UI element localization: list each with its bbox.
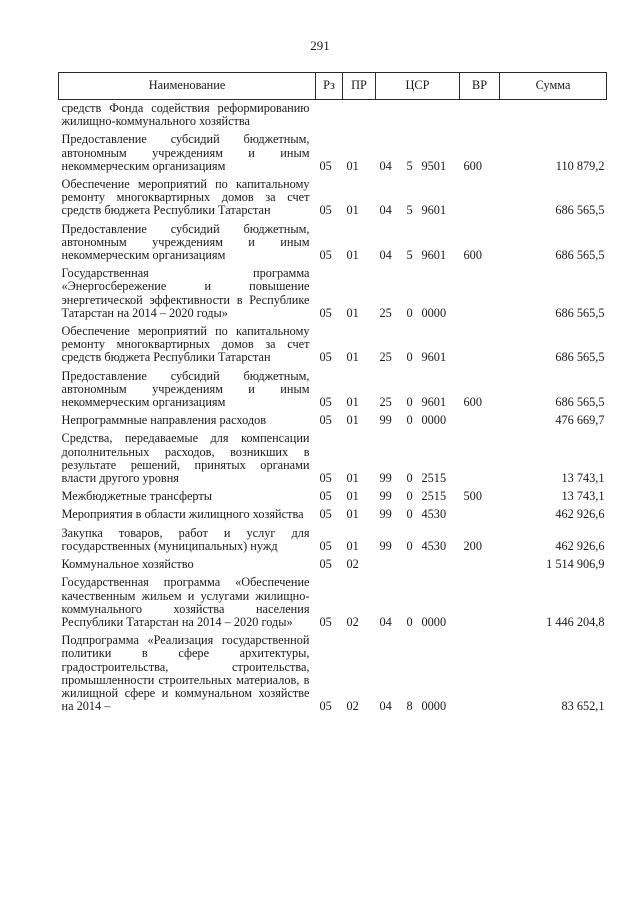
row-rz: 05 (319, 248, 332, 263)
row-vr (460, 173, 500, 218)
row-name: Обеспечение мероприятий по капитальному ремонту многоквартирных домов за счет средств бюджета Республики Татарстан (61, 324, 310, 365)
row-csr-subprogram: 0 (406, 614, 413, 629)
budget-table (58, 72, 607, 713)
row-csr-subprogram: 5 (406, 248, 413, 263)
row-rz: 05 (319, 413, 332, 428)
header-pr: ПР (343, 73, 376, 100)
table-row (59, 409, 607, 427)
row-csr-program: 04 (379, 699, 392, 714)
table-row (59, 522, 607, 553)
row-csr-program: 99 (379, 413, 392, 428)
row-sum: 462 926,6 (555, 538, 605, 553)
row-csr-program: 04 (379, 158, 392, 173)
table-row (59, 503, 607, 521)
row-name: Мероприятия в области жилищного хозяйства (61, 507, 304, 522)
row-rz: 05 (319, 699, 332, 714)
row-csr-subprogram: 0 (406, 413, 413, 428)
row-rz: 05 (319, 538, 332, 553)
row-csr-direction: 0000 (421, 699, 447, 714)
row-csr-subprogram: 5 (406, 203, 413, 218)
table-row (59, 218, 607, 263)
row-csr-subprogram: 0 (406, 350, 413, 365)
header-csr: ЦСР (376, 73, 460, 100)
row-name: Закупка товаров, работ и услуг для государственных (муниципальных) нужд (61, 525, 310, 553)
row-csr-program: 99 (379, 507, 392, 522)
table-row (59, 427, 607, 485)
row-pr: 01 (346, 158, 359, 173)
row-sum: 476 669,7 (555, 413, 605, 428)
table-row (59, 629, 607, 713)
header-rz: Рз (316, 73, 343, 100)
row-rz: 05 (319, 557, 332, 572)
row-sum: 686 565,5 (555, 248, 605, 263)
row-csr-subprogram (403, 553, 418, 571)
row-vr: 200 (463, 538, 482, 553)
header-sum: Сумма (500, 73, 607, 100)
row-pr (343, 100, 376, 129)
row-csr-direction: 9601 (421, 248, 447, 263)
row-csr-direction: 0000 (421, 614, 447, 629)
row-csr-direction: 9501 (421, 158, 447, 173)
row-csr-program: 99 (379, 471, 392, 486)
row-sum: 1 514 906,9 (546, 557, 605, 572)
row-csr-direction: 0000 (421, 305, 447, 320)
row-csr-direction: 0000 (421, 413, 447, 428)
row-pr: 01 (346, 471, 359, 486)
row-name: Непрограммные направления расходов (61, 413, 267, 428)
row-vr (460, 503, 500, 521)
row-name: средств Фонда содействия реформированию жилищно-коммунального хозяйства (61, 101, 310, 129)
row-rz: 05 (319, 489, 332, 504)
row-csr-direction (418, 553, 460, 571)
row-csr-subprogram: 0 (406, 395, 413, 410)
row-pr: 01 (346, 305, 359, 320)
row-csr-direction: 2515 (421, 489, 447, 504)
row-csr-direction: 9601 (421, 395, 447, 410)
row-sum: 1 446 204,8 (546, 614, 605, 629)
row-csr-program (376, 100, 403, 129)
header-vr: ВР (460, 73, 500, 100)
row-sum: 83 652,1 (561, 699, 605, 714)
row-name: Предоставление субсидий бюджетным, автономным учреждениям и иным некоммерческим организациям (61, 368, 310, 410)
row-csr-program: 04 (379, 248, 392, 263)
row-sum: 462 926,6 (555, 507, 605, 522)
row-pr: 01 (346, 507, 359, 522)
row-name: Обеспечение мероприятий по капитальному ремонту многоквартирных домов за счет средств бюджета Республики Татарстан (61, 177, 310, 218)
row-rz: 05 (319, 305, 332, 320)
row-pr: 02 (346, 614, 359, 629)
row-vr (460, 320, 500, 365)
row-pr: 02 (346, 699, 359, 714)
table-row (59, 553, 607, 571)
table-row (59, 100, 607, 129)
table-row (59, 128, 607, 173)
row-rz: 05 (319, 158, 332, 173)
row-csr-direction: 9601 (421, 203, 447, 218)
row-csr-direction (418, 100, 460, 129)
row-sum: 686 565,5 (555, 305, 605, 320)
row-sum: 13 743,1 (561, 489, 605, 504)
row-pr: 01 (346, 489, 359, 504)
row-pr: 01 (346, 538, 359, 553)
row-pr: 01 (346, 203, 359, 218)
row-csr-program: 04 (379, 614, 392, 629)
row-sum: 686 565,5 (555, 203, 605, 218)
row-vr (460, 629, 500, 713)
row-rz: 05 (319, 507, 332, 522)
row-rz: 05 (319, 614, 332, 629)
row-vr (460, 262, 500, 320)
row-csr-direction: 4530 (421, 507, 447, 522)
row-vr (460, 409, 500, 427)
row-csr-program (376, 553, 403, 571)
row-vr (460, 100, 500, 129)
row-csr-program: 25 (379, 305, 392, 320)
row-sum: 110 879,2 (555, 158, 605, 173)
header-name: Наименование (59, 73, 316, 100)
row-rz (316, 100, 343, 129)
row-vr (460, 427, 500, 485)
row-csr-subprogram: 8 (406, 699, 413, 714)
row-csr-subprogram: 0 (406, 489, 413, 504)
table-body (59, 100, 607, 714)
row-csr-subprogram: 5 (406, 158, 413, 173)
row-csr-program: 99 (379, 538, 392, 553)
row-name: Подпрограмма «Реализация государственной политики в сфере архитектуры, градостроительства, строительства, промышленности строительных материалов, в жилищной сфере и коммунальном хозяйстве на 2014 – (61, 633, 310, 714)
row-name: Государственная программа «Энергосбережение и повышение энергетической эффективности в Республике Татарстан на 2014 – 2020 годы» (61, 266, 310, 320)
row-pr: 01 (346, 248, 359, 263)
row-rz: 05 (319, 395, 332, 410)
row-vr: 600 (463, 248, 482, 263)
table-row (59, 262, 607, 320)
row-vr: 500 (463, 489, 482, 504)
row-csr-subprogram (403, 100, 418, 129)
row-pr: 01 (346, 395, 359, 410)
table-row (59, 173, 607, 218)
row-csr-program: 25 (379, 395, 392, 410)
row-pr: 02 (346, 557, 359, 572)
table-row (59, 320, 607, 365)
row-csr-direction: 2515 (421, 471, 447, 486)
table-header-row (59, 73, 607, 100)
row-name: Межбюджетные трансферты (61, 489, 213, 504)
row-name: Коммунальное хозяйство (61, 557, 194, 572)
table-row (59, 485, 607, 503)
row-name: Предоставление субсидий бюджетным, автономным учреждениям и иным некоммерческим организациям (61, 132, 310, 173)
row-rz: 05 (319, 350, 332, 365)
row-name: Предоставление субсидий бюджетным, автономным учреждениям и иным некоммерческим организациям (61, 221, 310, 263)
row-pr: 01 (346, 413, 359, 428)
row-csr-subprogram: 0 (406, 471, 413, 486)
row-vr (460, 571, 500, 629)
row-rz: 05 (319, 203, 332, 218)
row-csr-subprogram: 0 (406, 538, 413, 553)
row-csr-subprogram: 0 (406, 305, 413, 320)
row-csr-subprogram: 0 (406, 507, 413, 522)
row-csr-program: 99 (379, 489, 392, 504)
table-row (59, 365, 607, 410)
table-row (59, 571, 607, 629)
row-sum: 686 565,5 (555, 350, 605, 365)
row-csr-program: 25 (379, 350, 392, 365)
row-csr-direction: 9601 (421, 350, 447, 365)
row-csr-direction: 4530 (421, 538, 447, 553)
row-csr-program: 04 (379, 203, 392, 218)
row-vr (460, 553, 500, 571)
page-number: 291 (310, 38, 330, 53)
row-sum: 686 565,5 (555, 395, 605, 410)
row-name: Средства, передаваемые для компенсации дополнительных расходов, возникших в результате решений, принятых органами власти другого уровня (61, 431, 310, 486)
row-vr: 600 (463, 158, 482, 173)
row-sum (500, 100, 607, 129)
row-sum: 13 743,1 (561, 471, 605, 486)
row-rz: 05 (319, 471, 332, 486)
row-name: Государственная программа «Обеспечение качественным жильем и услугами жилищно-коммунального хозяйства населения Республики Татарстан на 2014 – 2020 годы» (61, 575, 310, 629)
row-pr: 01 (346, 350, 359, 365)
row-vr: 600 (463, 395, 482, 410)
